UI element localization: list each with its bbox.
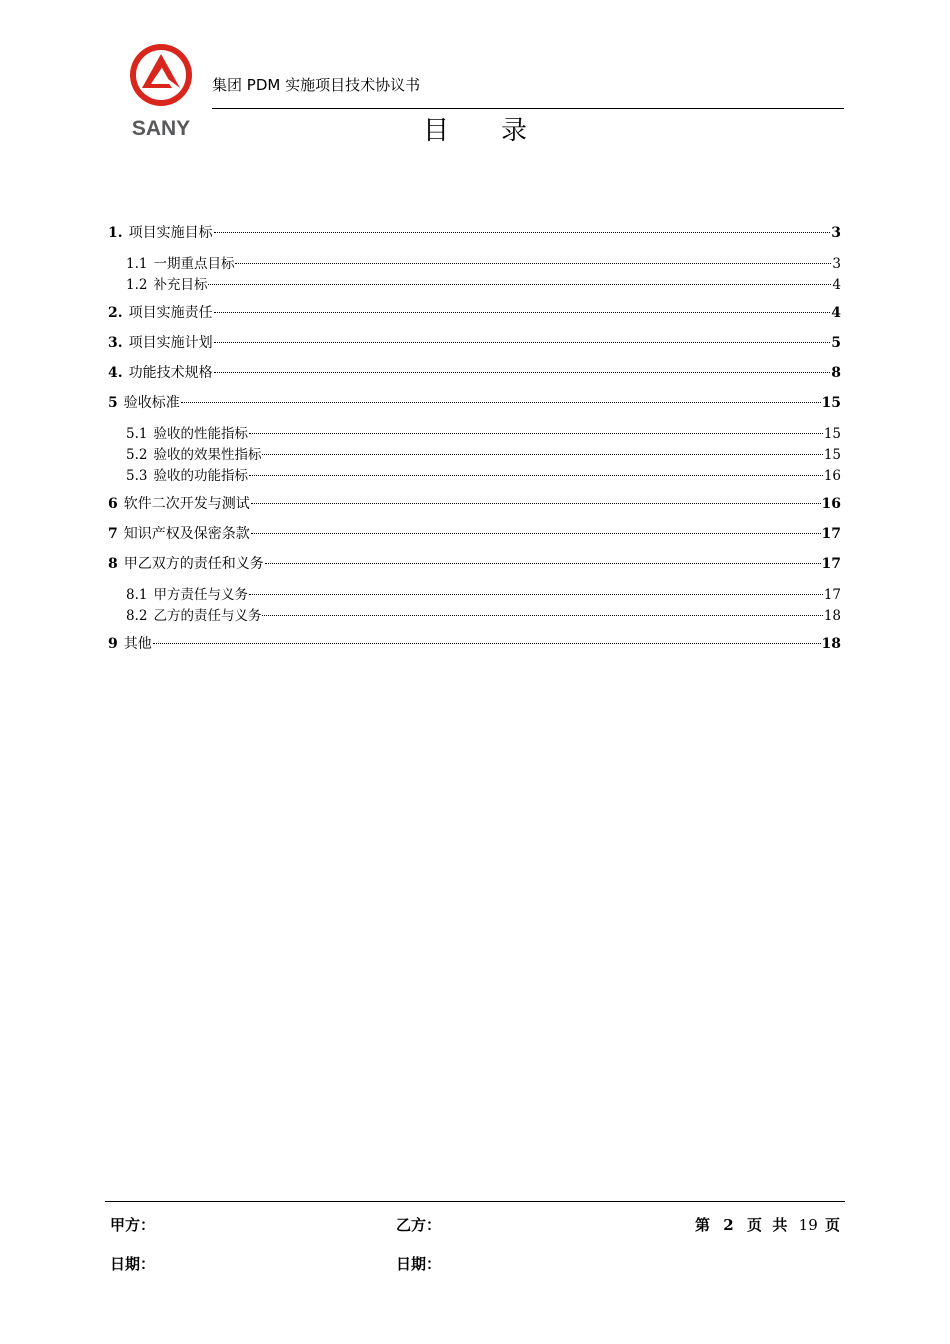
toc-entry-page: 15 — [823, 447, 841, 463]
party-a-label: 甲方： — [110, 1216, 156, 1234]
toc-entry[interactable] — [108, 422, 841, 443]
toc-entry-number: 8.1 — [126, 587, 148, 603]
sany-logo-text: SANY — [131, 117, 191, 140]
party-b-date-label: 日期： — [396, 1255, 442, 1273]
toc-entry-page: 3 — [832, 256, 841, 272]
toc-leader-dots — [251, 503, 821, 504]
toc-entry[interactable] — [108, 553, 841, 575]
toc-entry[interactable] — [108, 222, 841, 244]
toc-entry-page: 3 — [831, 225, 841, 241]
toc-entry-number: 5.1 — [126, 426, 148, 442]
page-current: 2 — [723, 1216, 734, 1234]
toc-entry-page: 16 — [821, 496, 841, 512]
toc-entry[interactable] — [108, 493, 841, 515]
toc-entry-page: 18 — [821, 636, 841, 652]
toc-entry-number: 1. — [108, 225, 123, 241]
toc-entry-page: 17 — [823, 587, 841, 603]
toc-leader-dots — [181, 402, 821, 403]
toc-leader-dots — [214, 342, 831, 343]
toc-entry[interactable] — [108, 362, 841, 384]
toc-entry[interactable] — [108, 252, 841, 273]
toc-entry-title: 乙方的责任与义务 — [153, 608, 262, 624]
toc-leader-dots — [249, 475, 823, 476]
toc-entry-page: 4 — [831, 305, 841, 321]
toc-entry-title: 验收的功能指标 — [153, 468, 248, 484]
toc-entry[interactable] — [108, 523, 841, 545]
footer-divider — [105, 1201, 845, 1202]
toc-leader-dots — [214, 312, 831, 313]
toc-leader-dots — [214, 372, 831, 373]
toc-entry[interactable] — [108, 392, 841, 414]
toc-entry-number: 1.2 — [126, 277, 148, 293]
toc-entry[interactable] — [108, 332, 841, 354]
toc-leader-dots — [262, 615, 822, 616]
toc-entry-title: 其他 — [123, 636, 152, 652]
toc-entry-title: 知识产权及保密条款 — [123, 526, 250, 542]
toc-entry[interactable] — [108, 273, 841, 294]
toc-entry-page: 4 — [832, 277, 841, 293]
toc-entry-number: 5 — [108, 395, 118, 411]
document-title: 集团 PDM 实施项目技术协议书 — [212, 76, 421, 94]
toc-entry[interactable] — [108, 604, 841, 625]
toc-entry[interactable] — [108, 302, 841, 324]
toc-leader-dots — [235, 263, 831, 264]
page-counter — [695, 1214, 840, 1235]
toc-entry-page: 18 — [823, 608, 841, 624]
toc-entry-number: 9 — [108, 636, 118, 652]
page-suffix: 页 — [824, 1216, 840, 1234]
toc-entry-title: 补充目标 — [153, 277, 208, 293]
toc-entry[interactable] — [108, 443, 841, 464]
toc-entry-number: 8.2 — [126, 608, 148, 624]
toc-leader-dots — [208, 284, 831, 285]
toc-entry-title: 甲方责任与义务 — [153, 587, 248, 603]
party-b-label: 乙方： — [396, 1216, 442, 1234]
page-mid: 页 共 — [746, 1216, 788, 1234]
toc-entry-number: 2. — [108, 305, 123, 321]
toc-entry-title: 验收的性能指标 — [153, 426, 248, 442]
toc-entry-number: 8 — [108, 556, 118, 572]
toc-entry-number: 5.2 — [126, 447, 148, 463]
table-of-contents — [108, 214, 841, 655]
toc-entry[interactable] — [108, 464, 841, 485]
toc-entry-page: 16 — [823, 468, 841, 484]
toc-entry-number: 5.3 — [126, 468, 148, 484]
toc-leader-dots — [251, 533, 821, 534]
toc-entry-number: 4. — [108, 365, 123, 381]
toc-entry-page: 5 — [831, 335, 841, 351]
toc-entry[interactable] — [108, 633, 841, 655]
toc-heading: 目录 — [422, 116, 579, 146]
toc-leader-dots — [214, 232, 831, 233]
page-total: 19 — [798, 1216, 818, 1234]
toc-entry-title: 甲乙双方的责任和义务 — [123, 556, 264, 572]
toc-entry-page: 15 — [823, 426, 841, 442]
toc-entry-title: 项目实施计划 — [128, 335, 213, 351]
toc-entry[interactable] — [108, 583, 841, 604]
toc-entry-page: 8 — [831, 365, 841, 381]
toc-entry-number: 7 — [108, 526, 118, 542]
toc-entry-page: 17 — [821, 556, 841, 572]
toc-entry-title: 功能技术规格 — [128, 365, 213, 381]
toc-entry-title: 一期重点目标 — [153, 256, 235, 272]
toc-entry-number: 3. — [108, 335, 123, 351]
toc-entry-title: 验收的效果性指标 — [153, 447, 262, 463]
toc-leader-dots — [249, 594, 823, 595]
toc-entry-page: 17 — [821, 526, 841, 542]
toc-leader-dots — [153, 643, 821, 644]
header-divider — [212, 108, 844, 109]
toc-leader-dots — [265, 563, 821, 564]
toc-entry-title: 项目实施责任 — [128, 305, 213, 321]
toc-entry-number: 1.1 — [126, 256, 148, 272]
party-a-date-label: 日期： — [110, 1255, 156, 1273]
toc-leader-dots — [262, 454, 822, 455]
toc-entry-number: 6 — [108, 496, 118, 512]
toc-leader-dots — [249, 433, 823, 434]
toc-entry-page: 15 — [821, 395, 841, 411]
toc-entry-title: 验收标准 — [123, 395, 180, 411]
toc-entry-title: 软件二次开发与测试 — [123, 496, 250, 512]
toc-entry-title: 项目实施目标 — [128, 225, 213, 241]
page-prefix: 第 — [695, 1216, 711, 1234]
